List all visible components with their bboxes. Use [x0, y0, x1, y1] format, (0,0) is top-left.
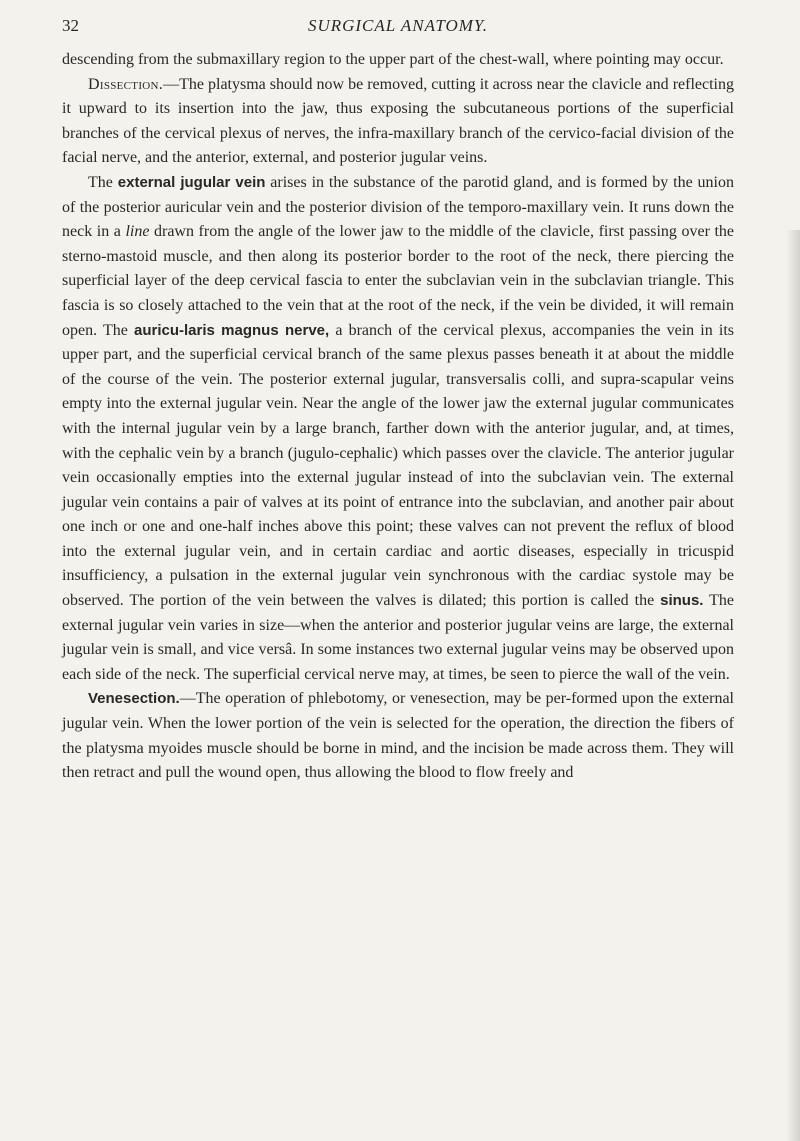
- term-sinus: sinus.: [660, 592, 704, 610]
- page-number: 32: [62, 16, 79, 35]
- paragraph-text: —The operation of phlebotomy, or venesection, may be per-formed upon the external jugular vein. When the lower portion of the vein is selected for the operation, the direction the fibers of the platysma myoides muscle should be borne in mind, and the incision be made across them. They will then retract and pull the wound open, thus allowing the blood to flow freely and: [62, 690, 734, 782]
- paragraph-dissection: [62, 73, 734, 171]
- term-venesection: Venesection.: [88, 690, 180, 708]
- text-segment: drawn from the angle of the lower jaw to the middle of the clavicle, first passing over the sterno-mastoid muscle, and then along its posterior border to the root of the neck, there piercing the superficial layer of the deep cervical fascia to enter the subclavian vein in the subclavian triangle. This fascia is so closely attached to the vein that at the root of the neck, if the vein be divided, it will remain open. The: [62, 223, 735, 339]
- text-segment: arises in the substance of the parotid gland, and is formed by the union of the posterior auricular vein and the posterior division of the temporo-maxillary vein. It runs down the neck in a: [62, 173, 735, 241]
- paragraph-text: descending from the submaxillary region to the upper part of the chest-wall, where pointing may occur.: [62, 51, 724, 68]
- emphasis-line: line: [125, 223, 150, 241]
- dissection-label: Dissection.: [88, 75, 164, 93]
- page-header: [62, 14, 734, 48]
- paragraph-external-jugular: [62, 171, 734, 687]
- text-segment: The external jugular vein varies in size—when the anterior and posterior jugular veins are large, the external jugular vein is small, and vice versâ. In some instances two external jugular veins may be observed upon each side of the neck. The superficial cervical nerve may, at times, be seen to pierce the wall of the vein.: [62, 592, 734, 683]
- paragraph-continuation: [62, 48, 734, 73]
- running-title: SURGICAL ANATOMY.: [307, 16, 489, 35]
- text-segment: The: [88, 173, 118, 191]
- body-text: [62, 48, 734, 786]
- page-edge-shadow: [786, 230, 800, 1141]
- paragraph-venesection: [62, 687, 734, 785]
- term-auricularis-magnus-nerve: auricu-laris magnus nerve,: [133, 321, 330, 339]
- term-external-jugular-vein: external jugular vein: [117, 173, 266, 191]
- book-page: [62, 14, 734, 786]
- paragraph-text: —The platysma should now be removed, cutting it across near the clavicle and reflecting it upward to its insertion into the jaw, thus exposing the subcutaneous portions of the superficial branches of the cervical plexus of nerves, the infra-maxillary branch of the cervico-facial division of the facial nerve, and the anterior, external, and posterior jugular veins.: [62, 75, 734, 167]
- text-segment: a branch of the cervical plexus, accompanies the vein in its upper part, and the superficial cervical branch of the same plexus passes beneath it at about the middle of the course of the vein. The posterior external jugular, transversalis colli, and supra-scapular veins empty into the external jugular vein. Near the angle of the lower jaw the external jugular communicates with the internal jugular vein by a large branch, farther down with the anterior jugular, and, at times, with the cephalic vein by a branch (jugulo-cephalic) which passes over the clavicle. The anterior jugular vein occasionally empties into the external jugular instead of into the subclavian vein. The external jugular vein contains a pair of valves at its point of entrance into the subclavian, and another pair about one inch or one and one-half inches above this point; these valves can not prevent the reflux of blood into the external jugular vein, and in certain cardiac and aortic diseases, especially in tricuspid insufficiency, a pulsation in the external jugular vein synchronous with the cardiac systole may be observed. The portion of the vein between the valves is dilated; this portion is called the: [62, 321, 735, 610]
